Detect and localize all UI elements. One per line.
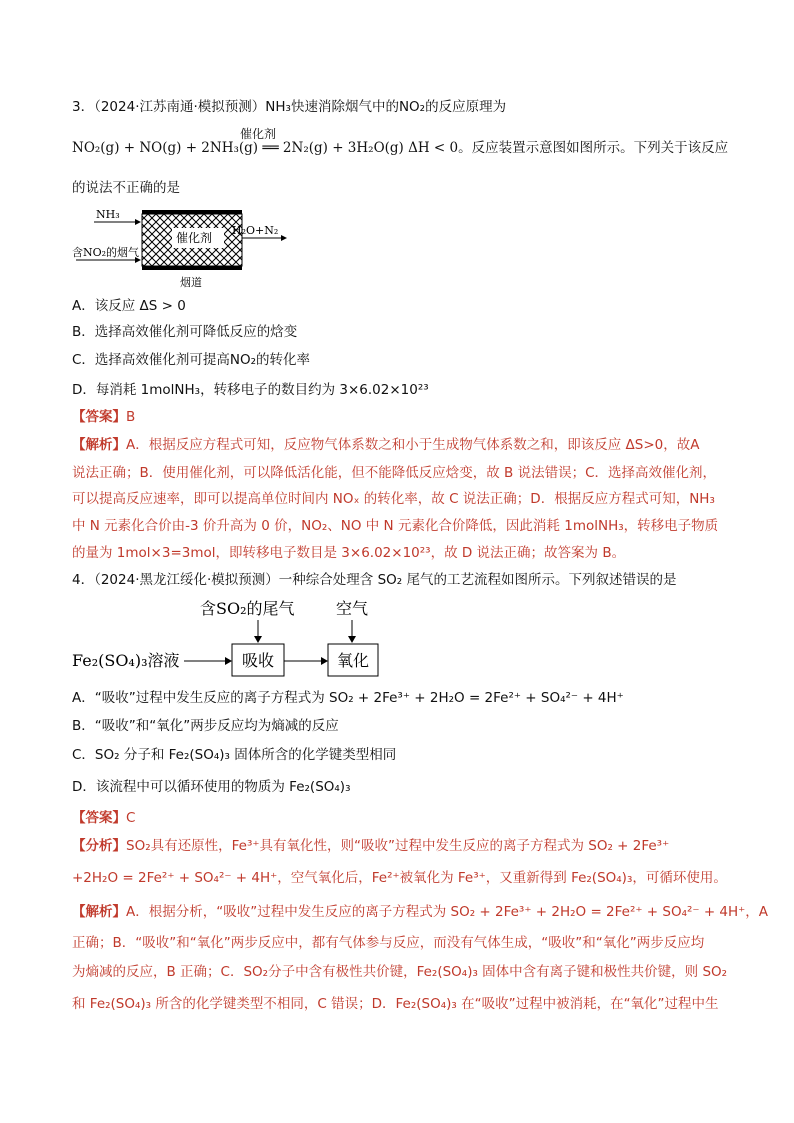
q3-stem-line3: 的说法不正确的是 — [72, 180, 180, 196]
q4-answer: C — [126, 810, 136, 826]
q4-fenxi-text-1: SO₂具有还原性，Fe³⁺具有氧化性，则“吸收”过程中发生反应的离子方程式为 SO₂ + 2Fe³⁺ — [126, 838, 670, 854]
q3-analysis-line-4: 中 N 元素化合价由-3 价升高为 0 价，NO₂、NO 中 N 元素化合价降低，因此消耗 1molNH₃，转移电子物质 — [72, 518, 719, 534]
arrow-head-nh3 — [135, 219, 141, 225]
q4-option-b: B．“吸收”和“氧化”两步反应均为熵减的反应 — [72, 718, 339, 734]
q3-analysis-text-1: A．根据反应方程式可知，反应物气体系数之和小于生成物气体系数之和，即该反应 ΔS>0，故A — [126, 437, 700, 453]
diagram-gas-in: 含NO₂的烟气 — [72, 246, 140, 259]
flow-oxidize: 氧化 — [337, 651, 370, 670]
arrow-head-out — [281, 235, 287, 241]
q4-analysis-line-2: 正确；B．“吸收”和“氧化”两步反应中，都有气体参与反应，而没有气体生成，“吸收”和“氧化”两步反应均 — [72, 935, 705, 951]
flow-air: 空气 — [336, 599, 369, 618]
flow-input: Fe₂(SO₄)₃溶液 — [72, 651, 180, 670]
q4-analysis-text-1: A．根据分析，“吸收”过程中发生反应的离子方程式为 SO₂ + 2Fe³⁺ + 2H₂O = 2Fe²⁺ + SO₄²⁻ + 4H⁺，A — [126, 904, 769, 920]
q3-answer-line — [72, 407, 135, 427]
q3-stem-tail: 。反应装置示意图如图所示。下列关于该反应 — [458, 140, 729, 156]
q3-catalyst-label: 催化剂 — [240, 127, 277, 141]
q4-analysis-tag: 【解析】 — [72, 904, 126, 920]
q3-analysis-line-3: 可以提高反应速率，即可以提高单位时间内 NOₓ 的转化率，故 C 说法正确；D．根据反应方程式可知，NH₃ — [72, 491, 715, 507]
arrow-head-tail-gas — [254, 636, 262, 643]
q3-answer: B — [126, 409, 136, 425]
q3-analysis-line-5: 的量为 1mol×3=3mol，即转移电子数目是 3×6.02×10²³，故 D 说法正确；故答案为 B。 — [72, 545, 626, 561]
q3-stem: 3．（2024·江苏南通·模拟预测）NH₃快速消除烟气中的NO₂的反应原理为 — [72, 99, 507, 115]
diagram-out: H₂O+N₂ — [232, 224, 279, 237]
q4-analysis-line-3: 为熵减的反应，B 正确；C．SO₂分子中含有极性共价键，Fe₂(SO₄)₃ 固体中含有离子键和极性共价键，则 SO₂ — [72, 964, 728, 980]
flow-tail-gas: 含SO₂的尾气 — [200, 599, 295, 618]
q3-equation-line — [72, 138, 728, 158]
q3-analysis-tag: 【解析】 — [72, 437, 126, 453]
q3-equation: NO₂(g) + NO(g) + 2NH₃(g) ══ 2N₂(g) + 3H₂O(g) ΔH < 0 — [72, 140, 459, 156]
q4-analysis-line-4: 和 Fe₂(SO₄)₃ 所含的化学键类型不相同，C 错误；D．Fe₂(SO₄)₃ 在“吸收”过程中被消耗，在“氧化”过程中生 — [72, 996, 719, 1012]
q3-option-b: B．选择高效催化剂可降低反应的焓变 — [72, 324, 298, 340]
q4-answer-tag: 【答案】 — [72, 810, 126, 826]
q4-option-c: C．SO₂ 分子和 Fe₂(SO₄)₃ 固体所含的化学键类型相同 — [72, 747, 397, 763]
q4-answer-line — [72, 808, 135, 828]
q4-fenxi-line-2: +2H₂O = 2Fe²⁺ + SO₄²⁻ + 4H⁺，空气氧化后，Fe²⁺被氧化为 Fe³⁺，又重新得到 Fe₂(SO₄)₃，可循环使用。 — [72, 870, 727, 886]
arrow-head-air — [348, 636, 356, 643]
q3-answer-tag: 【答案】 — [72, 409, 126, 425]
diagram-catalyst: 催化剂 — [176, 231, 213, 245]
q3-option-d: D．每消耗 1molNH₃，转移电子的数目约为 3×6.02×10²³ — [72, 382, 429, 398]
diagram-nh3: NH₃ — [96, 208, 120, 221]
q4-fenxi-line-1 — [72, 836, 669, 856]
q4-option-d: D．该流程中可以循环使用的物质为 Fe₂(SO₄)₃ — [72, 779, 351, 795]
q4-analysis-line-1 — [72, 902, 768, 922]
q4-stem: 4．（2024·黑龙江绥化·模拟预测）一种综合处理含 SO₂ 尾气的工艺流程如图所示。下列叙述错误的是 — [72, 572, 677, 588]
q3-reactor-diagram — [72, 202, 292, 292]
q3-analysis-line-1 — [72, 435, 699, 455]
q4-fenxi-tag: 【分析】 — [72, 838, 126, 854]
arrow-head-absorb-oxidize — [321, 657, 328, 665]
q4-flow-diagram — [72, 592, 392, 680]
q3-option-a: A．该反应 ΔS > 0 — [72, 298, 186, 314]
diagram-duct: 烟道 — [180, 276, 202, 289]
flow-absorb: 吸收 — [242, 651, 275, 670]
q4-option-a: A．“吸收”过程中发生反应的离子方程式为 SO₂ + 2Fe³⁺ + 2H₂O = 2Fe²⁺ + SO₄²⁻ + 4H⁺ — [72, 690, 624, 706]
q3-analysis-line-2: 说法正确；B．使用催化剂，可以降低活化能，但不能降低反应焓变，故 B 说法错误；C．选择高效催化剂， — [72, 465, 717, 481]
q3-option-c: C．选择高效催化剂可提高NO₂的转化率 — [72, 352, 311, 368]
arrow-head-input — [225, 657, 232, 665]
